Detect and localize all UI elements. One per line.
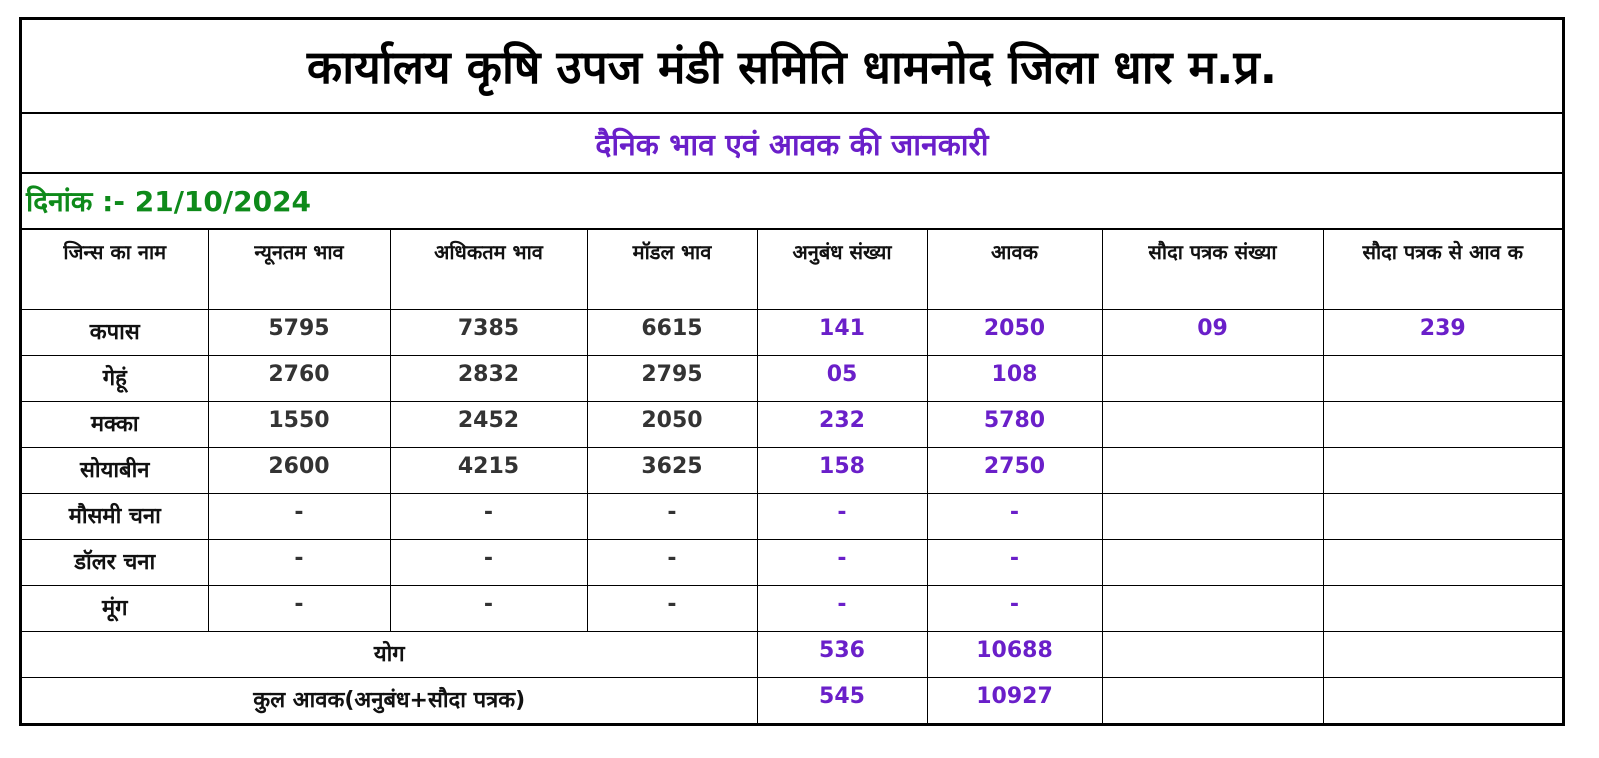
column-header: अधिकतम भाव: [390, 230, 587, 309]
contract-count: -: [757, 539, 927, 585]
arrival: 108: [927, 355, 1102, 401]
max-price: 2452: [390, 401, 587, 447]
table-header-row: [22, 230, 1562, 309]
sauda-arrival: [1323, 493, 1562, 539]
sauda-count: 09: [1102, 309, 1323, 355]
grand-total-contracts: 545: [757, 677, 927, 723]
max-price: 4215: [390, 447, 587, 493]
table-row: [22, 355, 1562, 401]
commodity-name: मक्का: [22, 401, 208, 447]
model-price: -: [587, 539, 757, 585]
table-row: [22, 447, 1562, 493]
column-header: सौदा पत्रक संख्या: [1102, 230, 1323, 309]
commodity-name: डॉलर चना: [22, 539, 208, 585]
sauda-count: [1102, 355, 1323, 401]
sauda-count: [1102, 493, 1323, 539]
model-price: 2050: [587, 401, 757, 447]
grand-total-arrival: 10927: [927, 677, 1102, 723]
arrival: 2050: [927, 309, 1102, 355]
table-row: [22, 539, 1562, 585]
model-price: 2795: [587, 355, 757, 401]
total-label: योग: [22, 631, 757, 677]
report-date: दिनांक :- 21/10/2024: [26, 185, 312, 218]
total-row: [22, 631, 1562, 677]
min-price: 5795: [208, 309, 390, 355]
contract-count: -: [757, 585, 927, 631]
commodity-name: मूंग: [22, 585, 208, 631]
grand-total-row: [22, 677, 1562, 723]
commodity-name: सोयाबीन: [22, 447, 208, 493]
sauda-arrival: [1323, 355, 1562, 401]
max-price: -: [390, 585, 587, 631]
model-price: -: [587, 585, 757, 631]
max-price: -: [390, 539, 587, 585]
min-price: 2760: [208, 355, 390, 401]
min-price: -: [208, 585, 390, 631]
column-header: न्यूनतम भाव: [208, 230, 390, 309]
max-price: 7385: [390, 309, 587, 355]
empty-cell: [1323, 631, 1562, 677]
column-header: सौदा पत्रक से आव क: [1323, 230, 1562, 309]
min-price: 2600: [208, 447, 390, 493]
arrival: -: [927, 539, 1102, 585]
table-row: [22, 585, 1562, 631]
column-header: जिन्स का नाम: [22, 230, 208, 309]
sauda-count: [1102, 585, 1323, 631]
model-price: 6615: [587, 309, 757, 355]
table-row: [22, 401, 1562, 447]
page-title: कार्यालय कृषि उपज मंडी समिति धामनोद जिला धार म.प्र.: [306, 40, 1278, 94]
contract-count: 141: [757, 309, 927, 355]
sauda-count: [1102, 447, 1323, 493]
table-row: [22, 309, 1562, 355]
sauda-arrival: 239: [1323, 309, 1562, 355]
empty-cell: [1102, 677, 1323, 723]
sauda-arrival: [1323, 539, 1562, 585]
price-arrival-table: [22, 230, 1562, 723]
model-price: 3625: [587, 447, 757, 493]
min-price: 1550: [208, 401, 390, 447]
min-price: -: [208, 539, 390, 585]
max-price: -: [390, 493, 587, 539]
table-row: [22, 493, 1562, 539]
arrival: 2750: [927, 447, 1102, 493]
arrival: -: [927, 585, 1102, 631]
contract-count: -: [757, 493, 927, 539]
arrival: 5780: [927, 401, 1102, 447]
total-arrival: 10688: [927, 631, 1102, 677]
divider: [22, 172, 1562, 174]
column-header: मॉडल भाव: [587, 230, 757, 309]
total-contracts: 536: [757, 631, 927, 677]
sauda-arrival: [1323, 585, 1562, 631]
report-frame: [19, 17, 1565, 726]
arrival: -: [927, 493, 1102, 539]
commodity-name: गेहूं: [22, 355, 208, 401]
model-price: -: [587, 493, 757, 539]
min-price: -: [208, 493, 390, 539]
commodity-name: कपास: [22, 309, 208, 355]
contract-count: 05: [757, 355, 927, 401]
sauda-arrival: [1323, 401, 1562, 447]
empty-cell: [1102, 631, 1323, 677]
contract-count: 232: [757, 401, 927, 447]
sauda-arrival: [1323, 447, 1562, 493]
contract-count: 158: [757, 447, 927, 493]
column-header: अनुबंध संख्या: [757, 230, 927, 309]
column-header: आवक: [927, 230, 1102, 309]
sauda-count: [1102, 401, 1323, 447]
page-subtitle: दैनिक भाव एवं आवक की जानकारी: [595, 127, 989, 163]
grand-total-label: कुल आवक(अनुबंध+सौदा पत्रक): [22, 677, 757, 723]
sauda-count: [1102, 539, 1323, 585]
empty-cell: [1323, 677, 1562, 723]
commodity-name: मौसमी चना: [22, 493, 208, 539]
max-price: 2832: [390, 355, 587, 401]
